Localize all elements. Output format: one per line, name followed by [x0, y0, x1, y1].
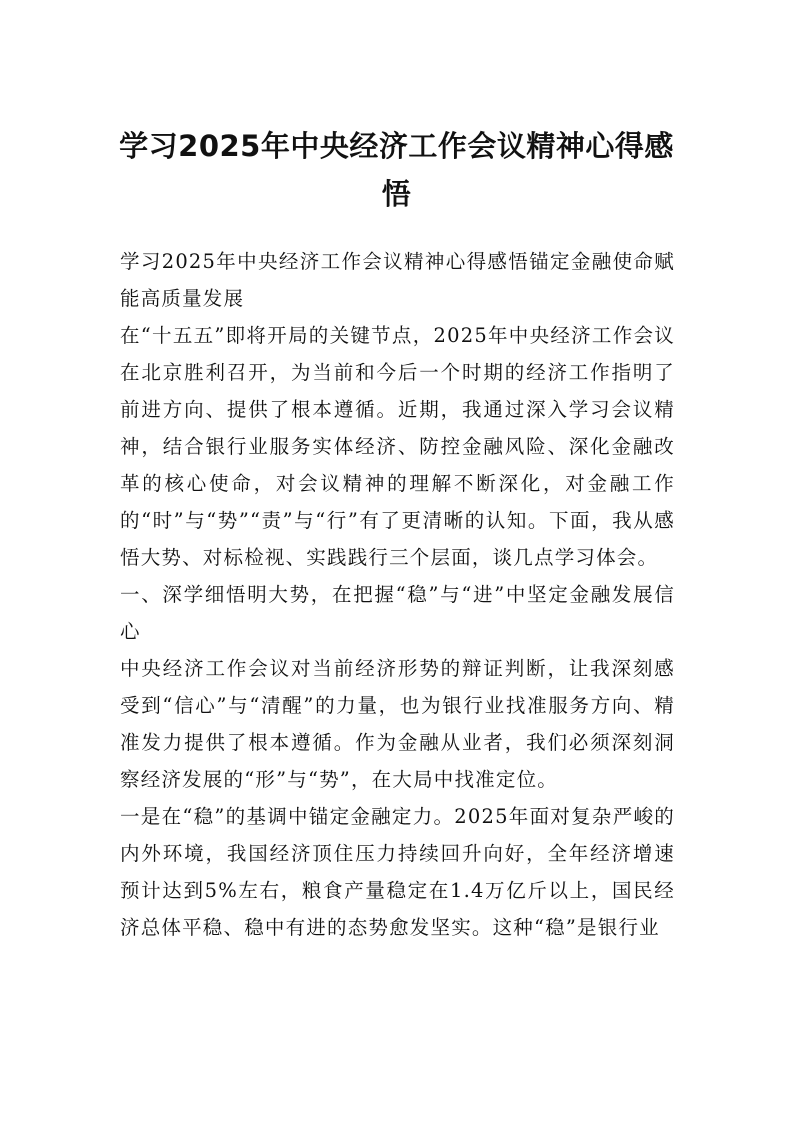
section-heading-1: 一、深学细悟明大势，在把握“稳”与“进”中坚定金融发展信心 [120, 583, 675, 643]
paragraph-intro: 在“十五五”即将开局的关键节点，2025年中央经济工作会议在北京胜利召开，为当前和今后一个时期的经济工作指明了前进方向、提供了根本遵循。近期，我通过深入学习会议精神，结合银行业服务实体经济、防控金融风险、深化金融改革的核心使命，对会议精神的理解不断深化，对金融工作的“时”与“势”“责”与“行”有了更清晰的认知。下面，我从感悟大势、对标检视、实践践行三个层面，谈几点学习体会。 [120, 324, 675, 569]
document-title: 学习2025年中央经济工作会议精神心得感悟 [119, 129, 674, 211]
paragraph-point-1: 一是在“稳”的基调中锚定金融定力。2025年面对复杂严峻的内外环境，我国经济顶住压力持续回升向好，全年经济增速预计达到5%左右，粮食产量稳定在1.4万亿斤以上，国民经济总体平稳、稳中有进的态势愈发坚实。这种“稳”是银行业 [120, 805, 675, 939]
document-body [120, 243, 675, 946]
paragraph-section-1: 中央经济工作会议对当前经济形势的辩证判断，让我深刻感受到“信心”与“清醒”的力量，也为银行业找准服务方向、精准发力提供了根本遵循。作为金融从业者，我们必须深刻洞察经济发展的“形”与“势”，在大局中找准定位。 [120, 657, 675, 791]
paragraph-subtitle: 学习2025年中央经济工作会议精神心得感悟锚定金融使命赋能高质量发展 [120, 250, 675, 310]
